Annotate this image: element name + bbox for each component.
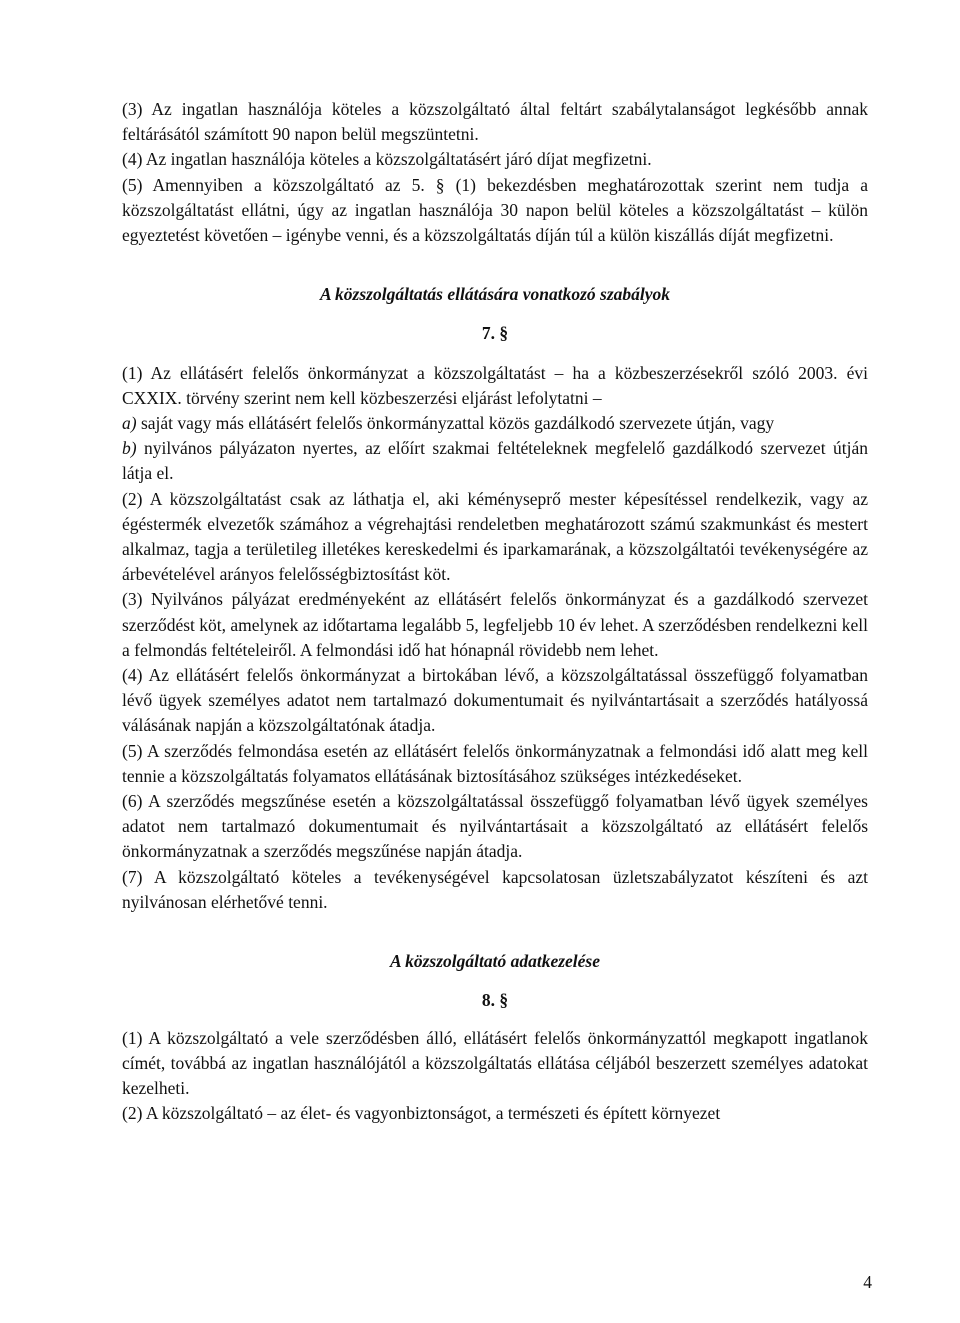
paragraph-7-7: (7) A közszolgáltató köteles a tevékenységével kapcsolatosan üzletszabályzatot készíteni és azt nyilvánosan elérhetővé tenni.	[122, 866, 868, 912]
point-a-label: a)	[122, 413, 137, 434]
paragraph-7-4: (4) Az ellátásért felelős önkormányzat a birtokában lévő, a közszolgáltatással összefüggő folyamatban lévő ügyek személyes adatot nem tartalmazó dokumentumait és nyilvántartásait a szerződés hatályossá válásának napján a közszolgáltatónak átadja.	[122, 665, 868, 736]
point-b-label: b)	[122, 438, 137, 459]
section-heading-rules: A közszolgáltatás ellátására vonatkozó szabályok	[319, 284, 671, 305]
section-heading-data-handling: A közszolgáltató adatkezelése	[390, 951, 600, 972]
point-a-text: saját vagy más ellátásért felelős önkormányzattal közös gazdálkodó szervezete útján, vagy	[136, 413, 775, 434]
paragraph-8-2: (2) A közszolgáltató – az élet- és vagyonbiztonságot, a természeti és épített környezet	[122, 1103, 721, 1124]
page-number: 4	[863, 1272, 872, 1292]
paragraph-6-3: (3) Az ingatlan használója köteles a közszolgáltató által feltárt szabálytalanságot legkésőbb annak feltárásától számított 90 napon belül megszüntetni.	[122, 99, 868, 145]
paragraph-7-3: (3) Nyilvános pályázat eredményeként az ellátásért felelős önkormányzat és a gazdálkodó szervezet szerződést köt, amelynek az időtartama legalább 5, legfeljebb 10 év lehet. A szerződésben rendelkezni kell a felmondás feltételeiről. A felmondási idő hat hónapnál rövidebb nem lehet.	[122, 589, 868, 660]
section-number-8: 8. §	[481, 990, 509, 1011]
paragraph-6-5: (5) Amennyiben a közszolgáltató az 5. § (1) bekezdésben meghatározottak szerint nem tudja a közszolgáltatást ellátni, úgy az ingatlan használója 30 napon belül köteles a közszolgáltatást – külön egyeztetést követően – igénybe venni, és a közszolgáltatás díján túl a külön kiszállás díját megfizetni.	[122, 174, 868, 246]
paragraph-7-1-b	[122, 436, 868, 486]
paragraph-7-2: (2) A közszolgáltatást csak az láthatja el, aki kéményseprő mester képesítéssel rendelkezik, vagy az égéstermék elvezetők számához a végrehajtási rendeletben meghatározott számú szakmunkást és mestert alkalmaz, tagja a területileg illetékes kereskedelmi és iparkamarának, a közszolgáltatói tevékenységére az árbevételével arányos felelősségbiztosítást köt.	[122, 488, 868, 585]
paragraph-7-1-a	[122, 411, 868, 436]
paragraph-7-6: (6) A szerződés megszűnése esetén a közszolgáltatással összefüggő folyamatban lévő ügyek személyes adatot nem tartalmazó dokumentumait és nyilvántartásait a közszolgáltató az ellátásért felelős önkormányzatnak a szerződés megszűnése napján átadja.	[122, 791, 868, 862]
point-b-text: nyilvános pályázaton nyertes, az előírt szakmai feltételeknek megfelelő gazdálkodó szervezet útján látja el.	[122, 438, 868, 484]
paragraph-7-5: (5) A szerződés felmondása esetén az ellátásért felelős önkormányzatnak a felmondási idő alatt meg kell tennie a közszolgáltatás folyamatos ellátásának biztosításához szükséges intézkedéseket.	[122, 740, 868, 786]
document-page	[122, 97, 868, 1126]
paragraph-7-1: (1) Az ellátásért felelős önkormányzat a közszolgáltatást – ha a közbeszerzésekről szóló 2003. évi CXXIX. törvény szerint nem kell közbeszerzési eljárást lefolytatni –	[122, 362, 868, 408]
paragraph-6-4: (4) Az ingatlan használója köteles a közszolgáltatásért járó díjat megfizetni.	[122, 149, 652, 170]
paragraph-8-1: (1) A közszolgáltató a vele szerződésben álló, ellátásért felelős önkormányzattól megkapott ingatlanok címét, továbbá az ingatlan használójától a közszolgáltatás ellátása céljából beszerzett személyes adatokat kezelheti.	[122, 1027, 868, 1098]
section-number-7: 7. §	[481, 323, 509, 344]
